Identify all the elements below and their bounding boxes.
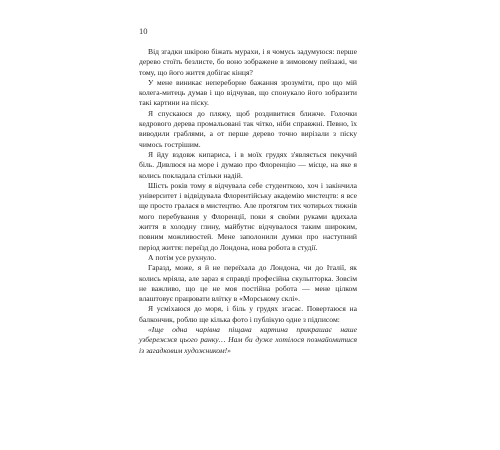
- paragraph-2: У мене виникає непереборне бажання зрозуміти, про що мій колега-митець думав і що відчував, що спонукало його зобразити такі картини на піску.: [139, 77, 357, 108]
- paragraph-7: Гаразд, може, я й не переїхала до Лондона, чи до Італії, як колись мріяла, але зараз я справді професійна скульпторка. Зовсім не важливо, що це не моя постійна робота — мене цілком влаштовує працювати влітку в «Морському склі».: [139, 263, 357, 304]
- paragraph-9-caption-quote: «Іще одна чарівна піщана картина прикрашає наше узбережжя цього ранку… Нам би дуже хотілося познайомитися із загадковим художником!»: [139, 325, 357, 355]
- paragraph-3: Я спускаюся до пляжу, щоб роздивитися ближче. Голочки кедрового дерева промальовані так чітко, ніби справжні. Певно, їх виводили граблями, а от перше дерево точно вирізали з піску чимось гострішим.: [139, 108, 357, 149]
- paragraph-8: Я усміхаюся до моря, і біль у грудях згасає. Повертаюся на балкончик, роблю ще кілька фото і публікую одне з підписом:: [139, 304, 357, 324]
- paragraph-5: Шість років тому я відчувала себе студенткою, хоч і закінчила університет і відвідувала Флорентійську академію мистецтв: я все ще просто гралася в мистецтво. Але протягом тих чотирьох тижнів мого перебування у Флоренції, поки я своїми руками вдихала життя в холодну глину, майбутнє відчувалося таким широким, повним можливостей. Мене заполонили думки про наступний період життя: переїзд до Лондона, нова робота в студії.: [139, 180, 357, 252]
- text-body: [139, 47, 357, 356]
- paragraph-1: Від згадки шкірою біжать мурахи, і я чомусь задумуюся: перше дерево стоїть безлисте, бо воно зображене в зимовому пейзажі, чи тому, що його життя добігає кінця?: [139, 47, 357, 77]
- paragraph-4: Я йду вздовж кипариса, і в моїх грудях з'являється пекучий біль. Дивлюся на море і думаю про Флоренцію — місце, на яке я колись покладала стільки надій.: [139, 149, 357, 180]
- paragraph-6: А потім усе рухнуло.: [148, 252, 217, 262]
- page-number: 10: [139, 26, 148, 36]
